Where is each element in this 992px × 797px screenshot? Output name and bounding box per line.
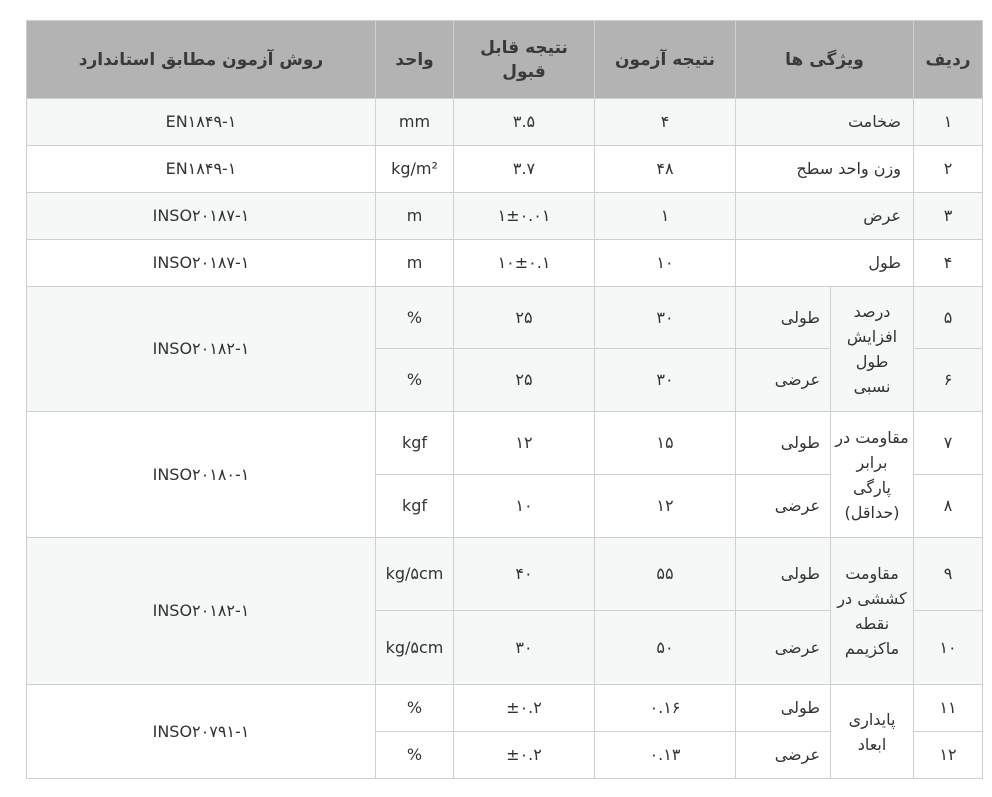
test-result: ۵۵ [595,538,736,611]
table-row [27,146,983,193]
row-number: ۱ [914,99,983,146]
row-number: ۹ [914,538,983,611]
acceptable-result: ۱۲ [454,412,595,475]
unit: kg/m² [376,146,454,193]
table-row [27,412,983,475]
test-result: ۰.۱۶ [595,685,736,732]
row-number: ۶ [914,349,983,412]
direction-label: عرضی [736,611,831,685]
row-number: ۴ [914,240,983,287]
unit: m [376,240,454,287]
acceptable-result: ±۰.۲ [454,685,595,732]
test-result: ۰.۱۳ [595,732,736,779]
feature-name: طول [736,240,914,287]
test-method: INSO۲۰۱۸۷-۱ [27,240,376,287]
row-number: ۸ [914,475,983,538]
direction-label: عرضی [736,475,831,538]
unit: % [376,685,454,732]
row-number: ۲ [914,146,983,193]
group-label: مقاومت کششی در نقطه ماکزیمم [831,538,914,685]
group-label: پایداری ابعاد [831,685,914,779]
unit: mm [376,99,454,146]
unit: kg/۵cm [376,538,454,611]
unit: kgf [376,475,454,538]
row-number: ۷ [914,412,983,475]
header-acceptable-result: نتیجه قابل قبول [454,21,595,99]
acceptable-result: ۳۰ [454,611,595,685]
unit: % [376,287,454,349]
row-number: ۳ [914,193,983,240]
header-unit: واحد [376,21,454,99]
acceptable-result: ۴۰ [454,538,595,611]
test-method: EN۱۸۴۹-۱ [27,146,376,193]
direction-label: عرضی [736,349,831,412]
group-label: درصد افزایش طول نسبی [831,287,914,412]
acceptable-result: ۳.۵ [454,99,595,146]
test-method: INSO۲۰۱۸۷-۱ [27,193,376,240]
test-result: ۳۰ [595,287,736,349]
feature-name: وزن واحد سطح [736,146,914,193]
unit: kg/۵cm [376,611,454,685]
group-label: مقاومت در برابر پارگی (حداقل) [831,412,914,538]
direction-label: طولی [736,538,831,611]
test-method: INSO۲۰۱۸۲-۱ [27,538,376,685]
direction-label: عرضی [736,732,831,779]
header-feature: ویژگی ها [736,21,914,99]
row-number: ۵ [914,287,983,349]
test-result: ۴۸ [595,146,736,193]
acceptable-result: ۳.۷ [454,146,595,193]
acceptable-result: ۲۵ [454,349,595,412]
acceptable-result: ۱۰±۰.۱ [454,240,595,287]
row-number: ۱۱ [914,685,983,732]
acceptable-result: ۲۵ [454,287,595,349]
header-row-number: ردیف [914,21,983,99]
table-row [27,193,983,240]
test-result: ۱۵ [595,412,736,475]
feature-name: عرض [736,193,914,240]
unit: kgf [376,412,454,475]
feature-name: ضخامت [736,99,914,146]
spec-table-container [26,20,982,779]
direction-label: طولی [736,287,831,349]
test-method: EN۱۸۴۹-۱ [27,99,376,146]
acceptable-result: ۱±۰.۰۱ [454,193,595,240]
table-row [27,240,983,287]
direction-label: طولی [736,685,831,732]
table-row [27,538,983,611]
test-method: INSO۲۰۱۸۰-۱ [27,412,376,538]
direction-label: طولی [736,412,831,475]
test-result: ۳۰ [595,349,736,412]
test-result: ۴ [595,99,736,146]
table-row [27,685,983,732]
acceptable-result: ±۰.۲ [454,732,595,779]
row-number: ۱۰ [914,611,983,685]
test-result: ۱۲ [595,475,736,538]
test-method: INSO۲۰۷۹۱-۱ [27,685,376,779]
test-result: ۱۰ [595,240,736,287]
unit: % [376,732,454,779]
row-number: ۱۲ [914,732,983,779]
specifications-table [26,20,983,779]
table-row [27,99,983,146]
unit: m [376,193,454,240]
header-test-method: روش آزمون مطابق استاندارد [27,21,376,99]
unit: % [376,349,454,412]
header-test-result: نتیجه آزمون [595,21,736,99]
acceptable-result: ۱۰ [454,475,595,538]
table-row [27,287,983,349]
test-method: INSO۲۰۱۸۲-۱ [27,287,376,412]
test-result: ۵۰ [595,611,736,685]
header-row [27,21,983,99]
test-result: ۱ [595,193,736,240]
